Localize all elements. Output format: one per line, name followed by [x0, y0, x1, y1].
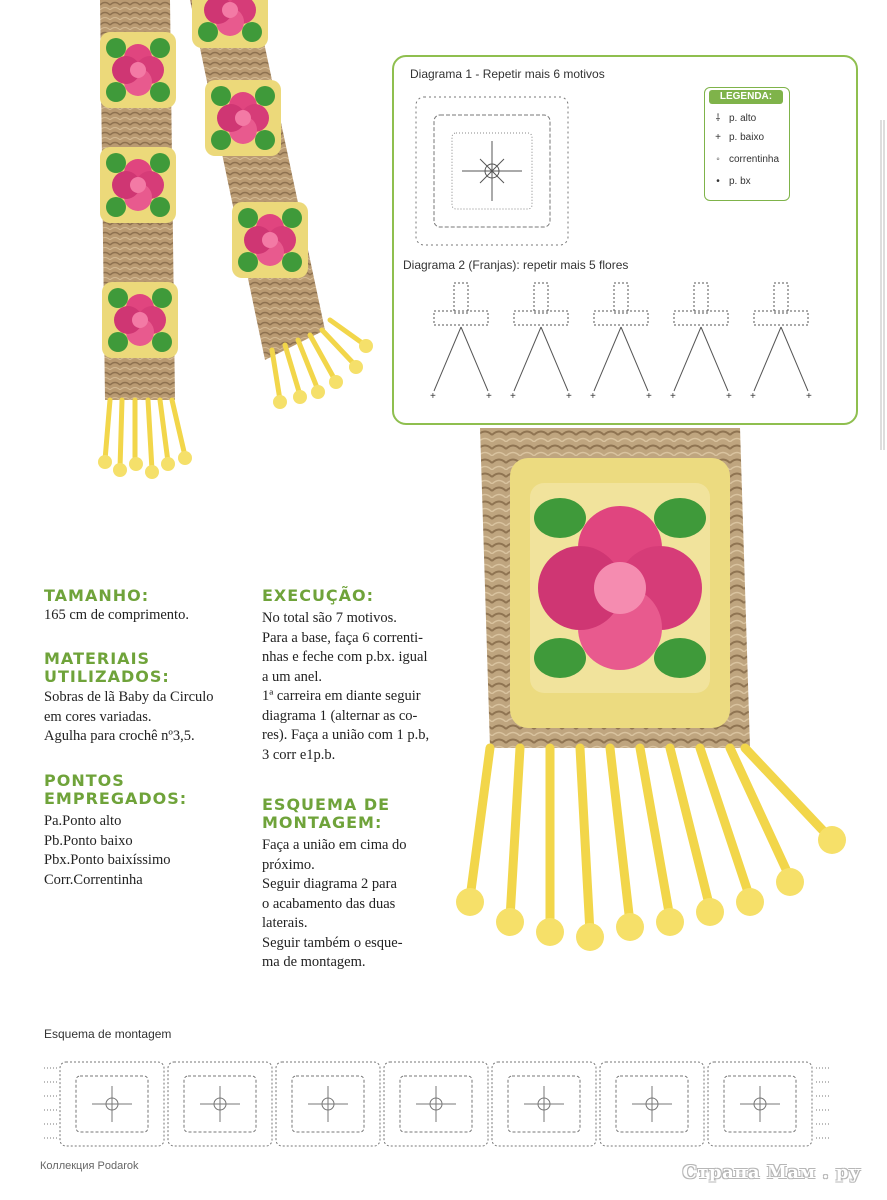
text-line: a um anel. [262, 668, 322, 685]
esquema-heading: ESQUEMA DE MONTAGEM: [262, 795, 391, 832]
diagram2-chart [424, 281, 844, 411]
text-line: Pb.Ponto baixo [44, 832, 133, 849]
text-line: laterais. [262, 915, 308, 931]
text-line: Seguir diagrama 2 para [262, 876, 397, 892]
text-line: Agulha para crochê nº3,5. [44, 728, 195, 744]
montagem-label: Esquema de montagem [44, 1027, 172, 1041]
chain-icon: ◦ [716, 154, 720, 165]
materiais-body [44, 688, 214, 747]
execucao-heading: EXECUÇÃO: [262, 586, 375, 605]
text-line: Pa.Ponto alto [44, 813, 122, 829]
svg-text:+: + [430, 391, 436, 402]
text-line: 1ª carreira em diante seguir [262, 688, 421, 704]
text-line: próximo. [262, 856, 315, 873]
execucao-body [262, 609, 429, 765]
diagram1-chart [408, 91, 578, 251]
legend-item [711, 132, 764, 143]
text-line: em cores variadas. [44, 708, 152, 725]
legend-item [711, 154, 779, 165]
motif-closeup-photo [450, 428, 870, 968]
text-line: nhas e feche com p.bx. igual [262, 649, 428, 665]
tall-stitch-icon: ⸸ [715, 113, 721, 124]
text-line: diagrama 1 (alternar as co- [262, 707, 418, 724]
scarf-photo [60, 0, 390, 480]
text-line: Seguir também o esque- [262, 934, 403, 951]
brand-label: Коллекция Podarok [40, 1160, 139, 1172]
text-line: Sobras de lã Baby da Circulo [44, 689, 214, 705]
legend-label: p. alto [729, 113, 757, 124]
legend-label: p. bx [729, 176, 751, 187]
text-line: No total são 7 motivos. [262, 610, 397, 626]
assembly-diagram [44, 1058, 830, 1150]
page-edge-lines [879, 120, 887, 450]
text-line: ma de montagem. [262, 954, 366, 970]
text-line: Faça a união em cima do [262, 837, 407, 853]
pontos-heading: PONTOS EMPREGADOS: [44, 771, 188, 808]
text-line: Corr.Correntinha [44, 871, 143, 888]
diagram2-title: Diagrama 2 (Franjas): repetir mais 5 flores [403, 258, 629, 272]
dot-icon: • [716, 176, 720, 187]
legend-label: correntinha [729, 154, 780, 165]
legend-item [711, 110, 756, 124]
legend [704, 87, 790, 201]
text-line: Pbx.Ponto baixíssimo [44, 852, 171, 868]
legend-label: p. baixo [729, 132, 765, 143]
text-line: o acabamento das duas [262, 895, 396, 912]
legend-item [711, 176, 751, 187]
text-line: 3 corr e1p.b. [262, 746, 336, 763]
plus-icon: + [715, 132, 721, 143]
text-line: Para a base, faça 6 correnti- [262, 629, 424, 646]
materiais-heading: MATERIAIS UTILIZADOS: [44, 649, 170, 686]
diagram1-title: Diagrama 1 - Repetir mais 6 motivos [410, 67, 605, 81]
svg-text:+: + [486, 391, 492, 402]
tamanho-heading: TAMANHO: [44, 586, 150, 605]
site-watermark: Страна Мам . ру [682, 1162, 861, 1183]
pontos-body [44, 812, 171, 890]
text-line: 165 cm de comprimento. [44, 607, 189, 623]
esquema-body [262, 836, 407, 973]
text-line: res). Faça a união com 1 p.b, [262, 727, 430, 743]
legend-title: LEGENDA: [709, 90, 783, 104]
diagram-panel [392, 55, 858, 425]
tamanho-body [44, 606, 189, 626]
